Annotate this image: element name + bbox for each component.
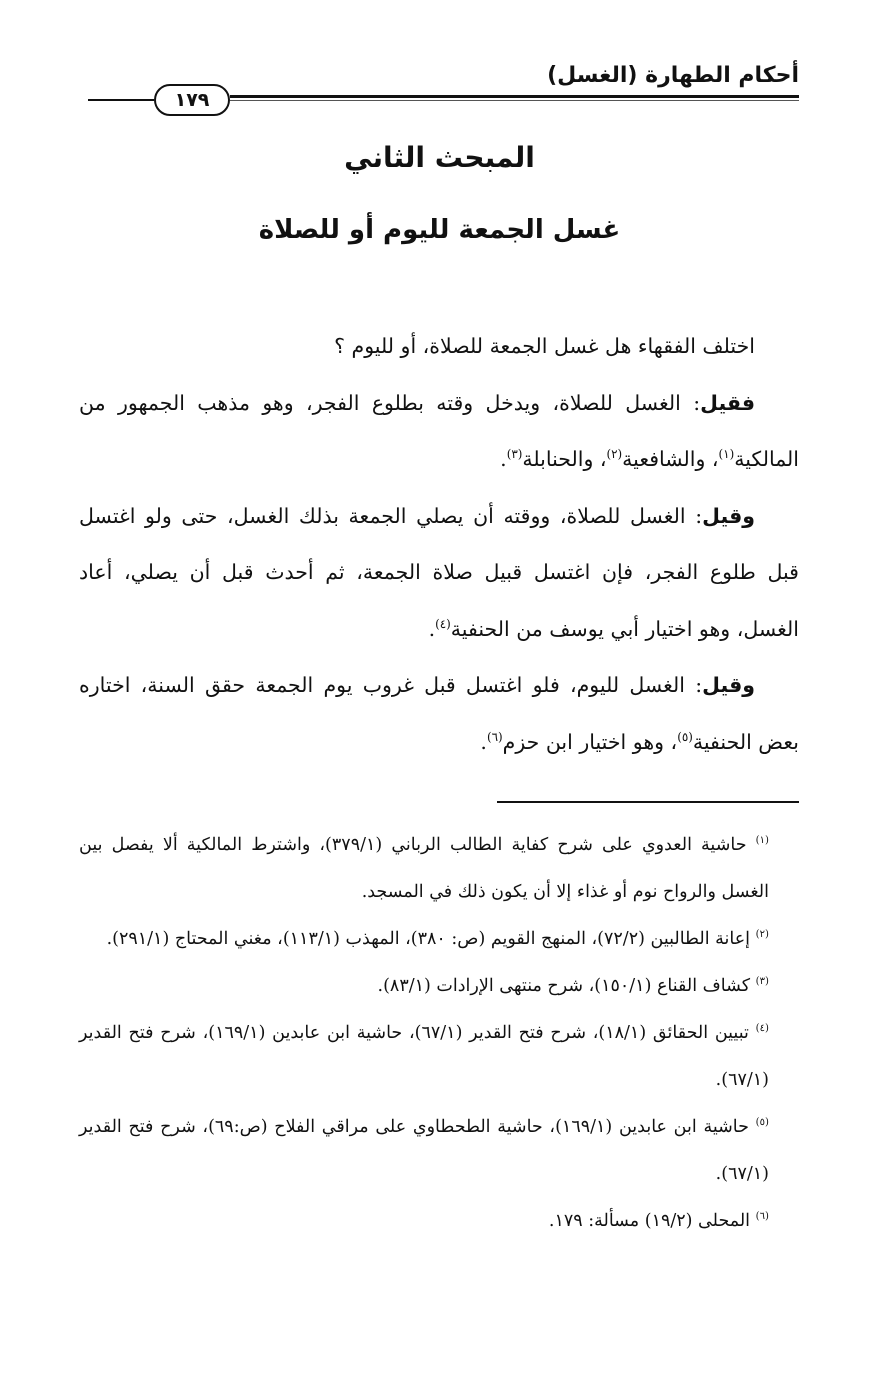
footnote-text: كشاف القناع (١٥٠/١)، شرح منتهى الإرادات (٨٣/١). (377, 976, 751, 996)
footnote-text: إعانة الطالبين (٧٢/٢)، المنهج القويم (ص: ٣٨٠)، المهذب (١١٣/١)، مغني المحتاج (٢٩١/١). (106, 929, 751, 949)
footnote-1 (79, 822, 799, 916)
paragraph-text: . (428, 616, 436, 641)
footnote-number: (٤) (755, 1023, 769, 1035)
paragraph-lead: وقيل (702, 503, 755, 528)
footnote-6 (79, 1198, 799, 1245)
paragraph-text: : الغسل للصلاة، ويدخل وقته بطلوع الفجر، وهو مذهب الجمهور من المالكية (79, 390, 799, 471)
opinion-paragraph-2 (79, 488, 799, 658)
paragraph-text: ، وهو اختيار ابن حزم (502, 729, 678, 754)
footnote-number: (٦) (755, 1211, 769, 1223)
footnote-text: المحلى (١٩/٢) مسألة: ١٧٩. (548, 1211, 751, 1231)
paragraph-text: : الغسل للصلاة، ووقته أن يصلي الجمعة بذلك الغسل، حتى ولو اغتسل قبل طلوع الفجر، فإن اغتسل قبيل صلاة الجمعة، ثم أحدث قبل أن يصلي، أعاد الغسل، وهو اختيار أبي يوسف من الحنفية (79, 503, 799, 641)
footnote-ref: (١) (718, 447, 735, 462)
paragraph-lead: وقيل (702, 673, 755, 697)
footnote-2 (79, 916, 799, 963)
footnote-text: حاشية ابن عابدين (١٦٩/١)، حاشية الطحطاوي على مراقي الفلاح (ص:٦٩)، شرح فتح القدير (٦٧/١). (79, 1117, 769, 1184)
footnote-number: (٥) (755, 1117, 769, 1129)
opinion-paragraph-1 (79, 375, 799, 488)
footnote-5 (79, 1104, 799, 1198)
footnote-number: (١) (755, 835, 769, 847)
paragraph-text: ، والشافعية (622, 447, 719, 471)
footnote-ref: (٦) (486, 729, 503, 744)
footnote-ref: (٥) (677, 729, 693, 744)
footnote-ref: (٢) (606, 447, 623, 462)
running-title: أحكام الطهارة (الغسل) (547, 63, 799, 88)
paragraph-text: . (480, 729, 487, 754)
footnote-ref: (٣) (506, 447, 523, 462)
paragraph-text: : الغسل لليوم، فلو اغتسل قبل غروب يوم الجمعة حقق السنة، اختاره بعض الحنفية (79, 673, 799, 754)
footnotes (79, 822, 799, 1245)
paragraph-text: ، والحنابلة (522, 447, 607, 471)
header-rule-thin (230, 100, 799, 101)
section-label: المبحث الثاني (344, 141, 535, 174)
footnote-separator (497, 801, 799, 803)
footnote-text: تبيين الحقائق (١٨/١)، شرح فتح القدير (٦٧/١)، حاشية ابن عابدين (١٦٩/١)، شرح فتح القدير (٦٧/١). (79, 1023, 769, 1090)
intro-paragraph: اختلف الفقهاء هل غسل الجمعة للصلاة، أو لليوم ؟ (334, 334, 755, 358)
footnote-4 (79, 1010, 799, 1104)
header-rule-left (88, 99, 154, 101)
section-title: غسل الجمعة لليوم أو للصلاة (258, 215, 621, 245)
body-text (79, 318, 799, 770)
paragraph-lead: فقيل (700, 390, 755, 415)
opinion-paragraph-3 (79, 657, 799, 770)
footnote-ref: (٤) (435, 616, 451, 631)
footnote-text: حاشية العدوي على شرح كفاية الطالب الرباني (٣٧٩/١)، واشترط المالكية ألا يفصل بين الغسل والرواح نوم أو غذاء إلا أن يكون ذلك في المسجد. (79, 835, 769, 902)
paragraph-text: . (500, 447, 507, 471)
footnote-number: (٣) (755, 976, 769, 988)
footnote-number: (٢) (755, 929, 769, 941)
page-number: ١٧٩ (154, 84, 230, 116)
footnote-3 (79, 963, 799, 1010)
header-rule (230, 95, 799, 98)
